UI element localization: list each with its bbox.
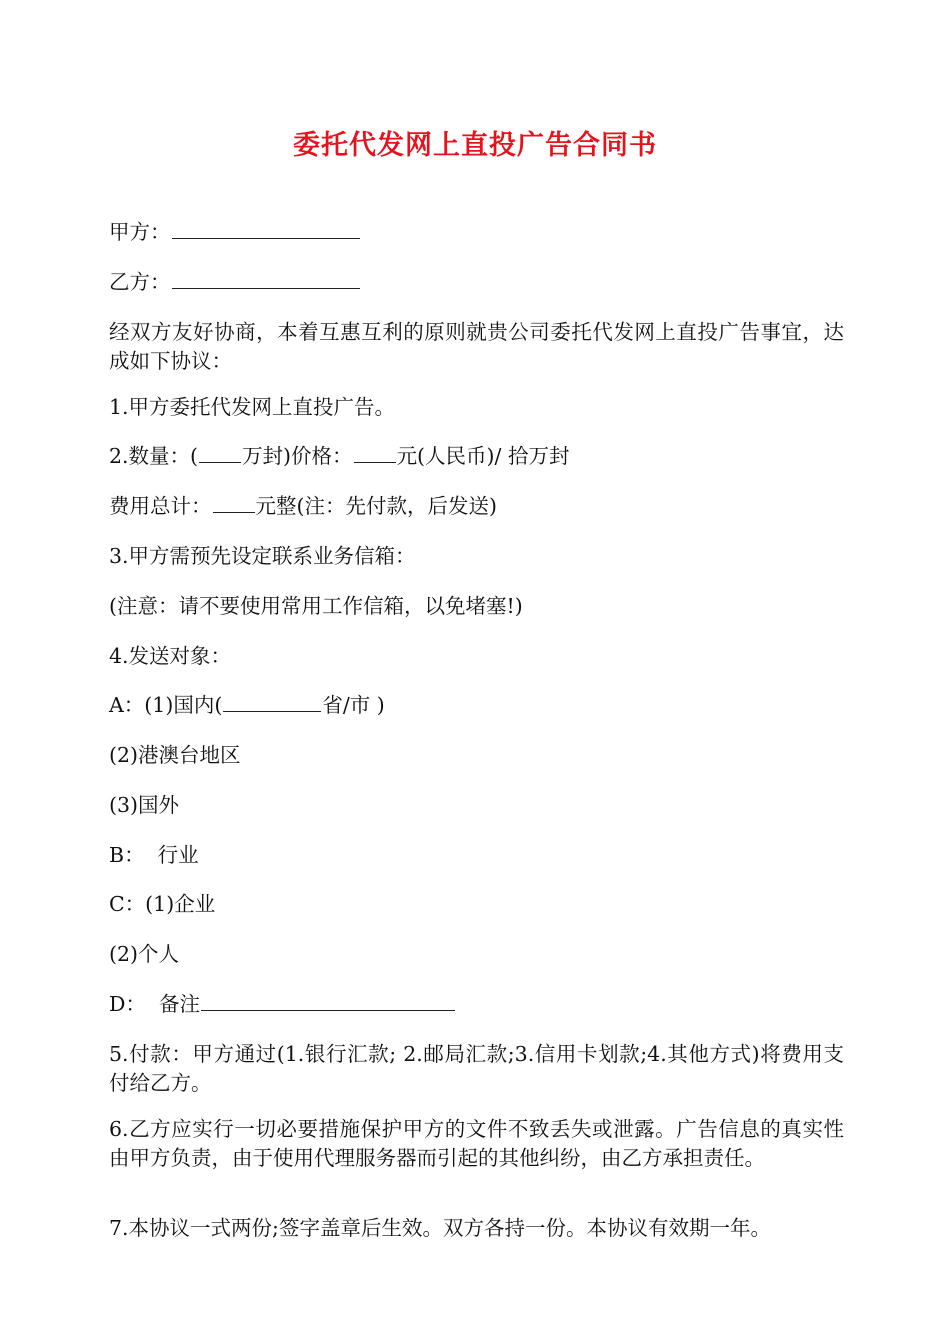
clause-2-mid1: 万封)价格： [242, 444, 353, 468]
clause-3: 3.甲方需预先设定联系业务信箱： [109, 544, 416, 568]
target-d-label: D： 备注 [109, 992, 200, 1016]
party-b-label: 乙方： [109, 270, 171, 294]
party-a-label: 甲方： [109, 220, 171, 244]
total-blank [213, 511, 255, 513]
clause-2-mid2: 元(人民币)/ 拾万封 [396, 444, 570, 468]
quantity-blank [199, 461, 241, 463]
target-c-individual: (2)个人 [109, 942, 180, 966]
party-a-line [109, 218, 844, 247]
total-cost-line [109, 492, 844, 521]
target-a-hk-macau-taiwan: (2)港澳台地区 [109, 743, 241, 767]
clause-5: 5.付款：甲方通过(1.银行汇款; 2.邮局汇款;3.信用卡划款;4.其他方式)将费用支付给乙方。 [109, 1042, 844, 1095]
target-a-suffix: 省/市 ) [322, 693, 385, 717]
party-a-blank [172, 237, 360, 239]
price-blank [354, 461, 396, 463]
target-a-prefix: A：(1)国内( [109, 693, 223, 717]
remarks-blank [201, 1009, 455, 1011]
target-a-domestic [109, 691, 844, 720]
target-d-remarks [109, 990, 844, 1019]
target-b-industry: B： 行业 [109, 843, 199, 867]
province-blank [223, 710, 321, 712]
party-b-line [109, 268, 844, 297]
clause-2-prefix: 2.数量：( [109, 444, 199, 468]
target-a-overseas: (3)国外 [109, 793, 180, 817]
clause-6: 6.乙方应实行一切必要措施保护甲方的文件不致丢失或泄露。广告信息的真实性由甲方负责，由于使用代理服务器而引起的其他纠纷，由乙方承担责任。 [109, 1117, 844, 1170]
clause-1: 1.甲方委托代发网上直投广告。 [109, 395, 396, 419]
intro-paragraph: 经双方友好协商，本着互惠互利的原则就贵公司委托代发网上直投广告事宜，达成如下协议： [109, 320, 844, 373]
clause-4: 4.发送对象： [109, 644, 232, 668]
clause-7: 7.本协议一式两份;签字盖章后生效。双方各持一份。本协议有效期一年。 [109, 1216, 771, 1240]
total-suffix: 元整(注：先付款，后发送) [255, 494, 497, 518]
clause-2 [109, 442, 844, 471]
party-b-blank [172, 287, 360, 289]
document-title: 委托代发网上直投广告合同书 [293, 130, 657, 161]
total-prefix: 费用总计： [109, 494, 212, 518]
target-c-enterprise: C：(1)企业 [109, 892, 216, 916]
mailbox-note: (注意：请不要使用常用工作信箱，以免堵塞!) [109, 594, 523, 618]
